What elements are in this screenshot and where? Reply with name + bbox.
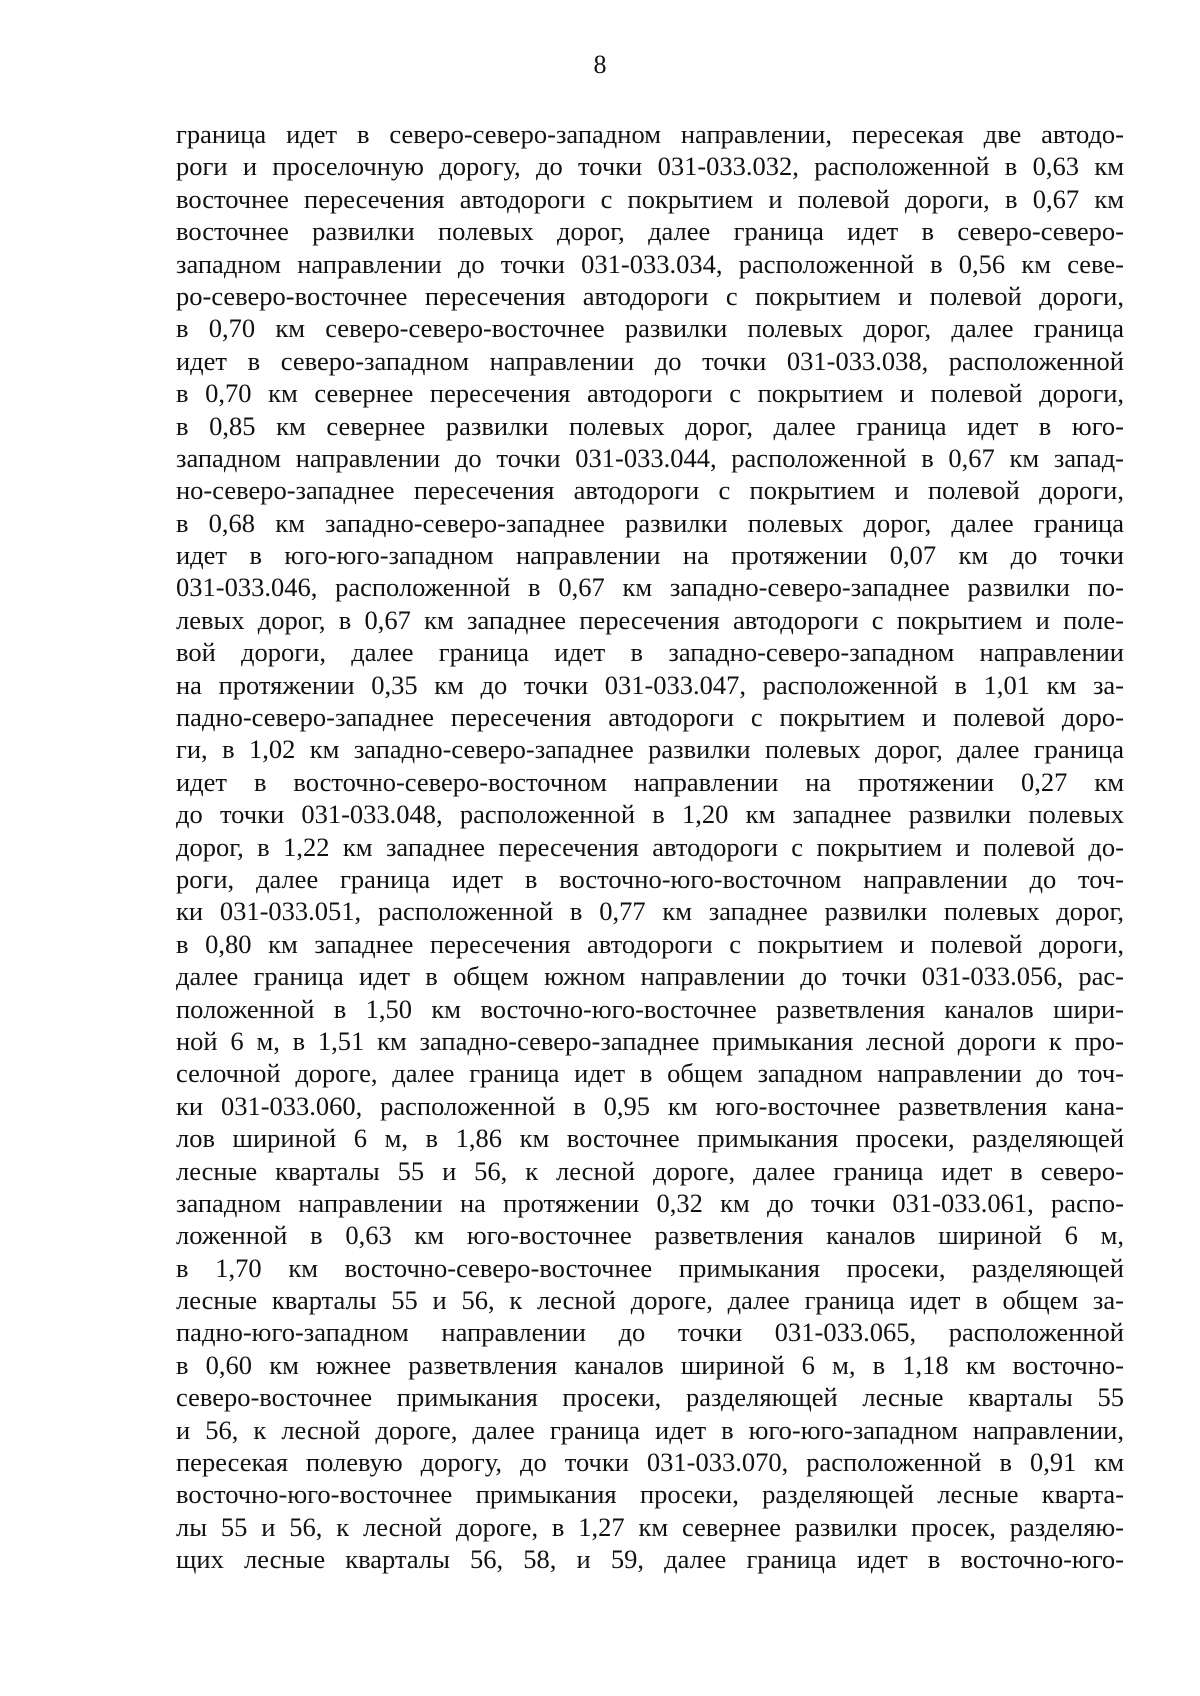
text-line: роги и проселочную дорогу, до точки 031-033.032, расположенной в 0,63 км [176,151,1124,182]
text-line: ки 031-033.060, расположенной в 0,95 км юго-восточнее разветвления кана- [176,1090,1124,1121]
text-line: западном направлении до точки 031-033.044, расположенной в 0,67 км запад- [176,442,1124,473]
text-line: ложенной в 0,63 км юго-восточнее разветвления каналов шириной 6 м, [176,1220,1124,1251]
text-line: дорог, в 1,22 км западнее пересечения автодороги с покрытием и полевой до- [176,831,1124,862]
text-line: северо-восточнее примыкания просеки, разделяющей лесные кварталы 55 [176,1382,1124,1413]
text-line: идет в северо-западном направлении до точки 031-033.038, расположенной [176,345,1124,376]
text-line: в 0,85 км севернее развилки полевых дорог, далее граница идет в юго- [176,410,1124,441]
text-line: западном направлении до точки 031-033.034, расположенной в 0,56 км севе- [176,248,1124,279]
text-line: падно-северо-западнее пересечения автодороги с покрытием и полевой доро- [176,702,1124,733]
text-line: в 0,70 км северо-северо-восточнее развилки полевых дорог, далее граница [176,313,1124,344]
text-line: щих лесные кварталы 56, 58, и 59, далее граница идет в восточно-юго- [176,1544,1124,1575]
text-line: пересекая полевую дорогу, до точки 031-033.070, расположенной в 0,91 км [176,1447,1124,1478]
text-line: роги, далее граница идет в восточно-юго-восточном направлении до точ- [176,863,1124,894]
text-line: но-северо-западнее пересечения автодороги с покрытием и полевой дороги, [176,475,1124,506]
text-line: идет в юго-юго-западном направлении на протяжении 0,07 км до точки [176,540,1124,571]
text-line: до точки 031-033.048, расположенной в 1,20 км западнее развилки полевых [176,799,1124,830]
text-line: лесные кварталы 55 и 56, к лесной дороге, далее граница идет в северо- [176,1155,1124,1186]
text-line: в 0,60 км южнее разветвления каналов шириной 6 м, в 1,18 км восточно- [176,1349,1124,1380]
text-line: селочной дороге, далее граница идет в общем западном направлении до точ- [176,1058,1124,1089]
text-line: восточнее пересечения автодороги с покрытием и полевой дороги, в 0,67 км [176,183,1124,214]
text-line: в 1,70 км восточно-северо-восточнее примыкания просеки, разделяющей [176,1252,1124,1283]
text-line: падно-юго-западном направлении до точки 031-033.065, расположенной [176,1317,1124,1348]
text-line: западном направлении на протяжении 0,32 км до точки 031-033.061, распо- [176,1187,1124,1218]
text-line: вой дороги, далее граница идет в западно-северо-западном направлении [176,637,1124,668]
text-line: далее граница идет в общем южном направлении до точки 031-033.056, рас- [176,961,1124,992]
text-line: в 0,80 км западнее пересечения автодороги с покрытием и полевой дороги, [176,928,1124,959]
text-line: граница идет в северо-северо-западном направлении, пересекая две автодо- [176,119,1124,149]
text-line: положенной в 1,50 км восточно-юго-восточнее разветвления каналов шири- [176,993,1124,1024]
text-line: 031-033.046, расположенной в 0,67 км западно-северо-западнее развилки по- [176,572,1124,603]
text-line: ги, в 1,02 км западно-северо-западнее развилки полевых дорог, далее граница [176,734,1124,765]
text-line: лесные кварталы 55 и 56, к лесной дороге, далее граница идет в общем за- [176,1285,1124,1316]
page-number: 8 [593,50,607,79]
text-line: ро-северо-восточнее пересечения автодороги с покрытием и полевой дороги, [176,280,1124,311]
body-text [176,118,1124,1576]
text-line: идет в восточно-северо-восточном направлении на протяжении 0,27 км [176,766,1124,797]
text-line: восточно-юго-восточнее примыкания просеки, разделяющей лесные кварта- [176,1479,1124,1510]
text-line: левых дорог, в 0,67 км западнее пересечения автодороги с покрытием и поле- [176,604,1124,635]
text-line: ной 6 м, в 1,51 км западно-северо-западнее примыкания лесной дороги к про- [176,1025,1124,1056]
text-line: на протяжении 0,35 км до точки 031-033.047, расположенной в 1,01 км за- [176,669,1124,700]
text-line: и 56, к лесной дороге, далее граница идет в юго-юго-западном направлении, [176,1414,1124,1445]
text-line: ки 031-033.051, расположенной в 0,77 км западнее развилки полевых дорог, [176,896,1124,927]
text-line: восточнее развилки полевых дорог, далее граница идет в северо-северо- [176,216,1124,247]
text-line: лы 55 и 56, к лесной дороге, в 1,27 км севернее развилки просек, разделяю- [176,1511,1124,1542]
text-line: в 0,70 км севернее пересечения автодороги с покрытием и полевой дороги, [176,378,1124,409]
text-line: лов шириной 6 м, в 1,86 км восточнее примыкания просеки, разделяющей [176,1123,1124,1154]
text-line: в 0,68 км западно-северо-западнее развилки полевых дорог, далее граница [176,507,1124,538]
